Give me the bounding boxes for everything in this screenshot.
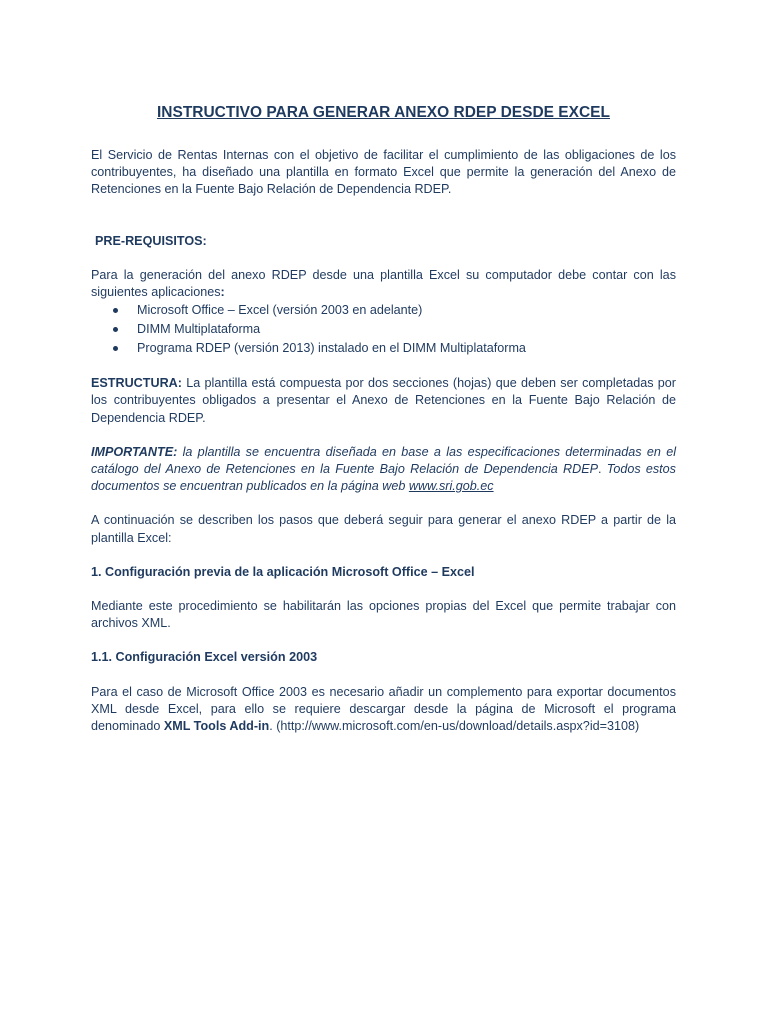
section-1-heading: 1. Configuración previa de la aplicación Microsoft Office – Excel — [91, 564, 475, 579]
document-title: INSTRUCTIVO PARA GENERAR ANEXO RDEP DESDE EXCEL — [156, 104, 610, 121]
section-1-1-text-b: . (http://www.microsoft.com/en-us/download/details.aspx?id=3108) — [269, 719, 640, 734]
estructura-paragraph — [91, 375, 676, 427]
list-item-text: Programa RDEP (versión 2013) instalado en el DIMM Multiplataforma — [137, 341, 526, 356]
section-1-1-text-a: Para el caso de Microsoft Office 2003 es necesario añadir un complemento para exportar documentos XML desde Excel, para ello se requiere descargar desde la página de Microsoft el programa denominado — [91, 684, 676, 734]
estructura-label: ESTRUCTURA: — [91, 376, 182, 391]
importante-paragraph — [91, 444, 676, 496]
prereq-list — [91, 301, 676, 358]
bullet-icon — [113, 346, 118, 351]
prereq-text: Para la generación del anexo RDEP desde una plantilla Excel su computador debe contar con las siguientes aplicaciones — [91, 267, 676, 300]
importante-label: IMPORTANTE: — [91, 444, 178, 459]
bullet-icon — [113, 327, 118, 332]
prereq-paragraph — [91, 267, 676, 301]
estructura-text: La plantilla está compuesta por dos secciones (hojas) que deben ser completadas por los contribuyentes obligados a presentar el Anexo de Retenciones en la Fuente Bajo Relación de Dependencia RDEP. — [91, 376, 676, 425]
list-item — [91, 320, 676, 339]
list-item — [91, 339, 676, 358]
sri-website-link[interactable]: www.sri.gob.ec — [408, 479, 494, 494]
list-item-text: Microsoft Office – Excel (versión 2003 en adelante) — [137, 303, 423, 318]
intro-paragraph: El Servicio de Rentas Internas con el objetivo de facilitar el cumplimiento de las obligaciones de los contribuyentes, ha diseñado una plantilla en formato Excel que permite la generación del Anexo de Retenciones en la Fuente Bajo Relación de Dependencia RDEP. — [91, 148, 676, 197]
section-1-1-paragraph — [91, 684, 676, 736]
section-1-paragraph: Mediante este procedimiento se habilitarán las opciones propias del Excel que permite trabajar con archivos XML. — [91, 599, 676, 631]
importante-text-2: Todos estos documentos se encuentran publicados en la página web — [91, 462, 676, 494]
bullet-icon — [113, 308, 118, 313]
list-item — [91, 301, 676, 320]
continuacion-paragraph: A continuación se describen los pasos que deberá seguir para generar el anexo RDEP a partir de la plantilla Excel: — [91, 513, 676, 545]
xml-tools-label: XML Tools Add-in — [163, 719, 270, 734]
importante-text: la plantilla se encuentra diseñada en base a las especificaciones determinadas en el catálogo del Anexo de Retenciones en la Fuente Bajo Relación de Dependencia RDEP — [91, 444, 676, 477]
document-body — [91, 103, 676, 735]
importante-dot: . — [598, 462, 602, 477]
prereq-colon: : — [220, 285, 225, 300]
section-1-1-heading: 1.1. Configuración Excel versión 2003 — [91, 650, 318, 665]
list-item-text: DIMM Multiplataforma — [137, 322, 261, 337]
prereq-heading: PRE-REQUISITOS: — [95, 233, 207, 248]
